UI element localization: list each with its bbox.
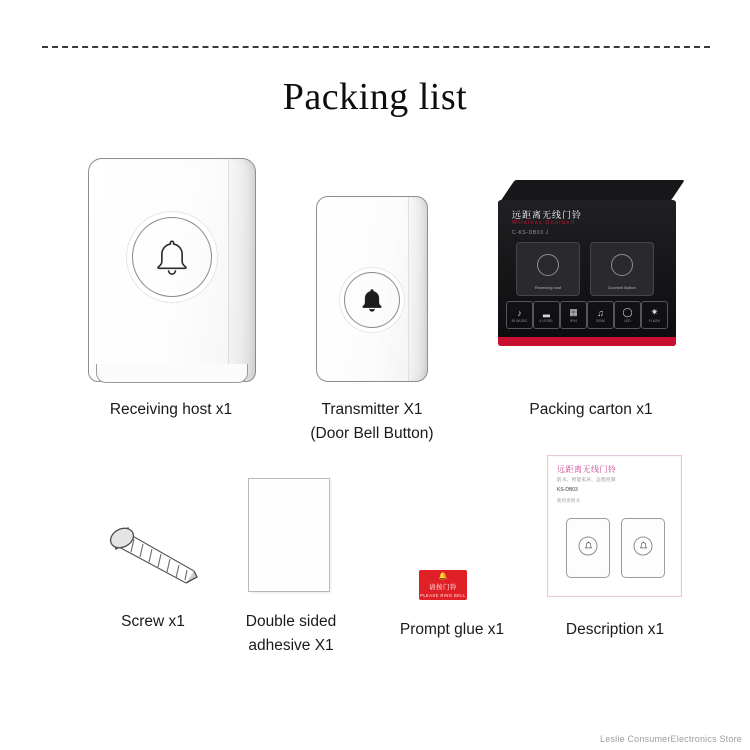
caption-transmitter [266, 398, 478, 446]
carton-title-en: Wireless Doorbell [512, 220, 576, 226]
carton-product-left [516, 242, 580, 296]
carton-feature [641, 301, 668, 329]
bell-icon [579, 536, 598, 555]
bell-icon [344, 272, 400, 328]
double-sided-adhesive-illustration [248, 478, 330, 592]
caption-line-1: Screw x1 [121, 613, 185, 630]
carton-red-strip [498, 337, 676, 346]
dashed-divider [42, 46, 710, 48]
carton-feature-label: 38 MUSIC [511, 318, 528, 323]
packing-carton-illustration [498, 180, 684, 350]
caption-double-sided-adhesive [216, 610, 366, 658]
carton-feature-row [506, 300, 668, 330]
caption-line-1: Packing carton x1 [529, 401, 653, 418]
prompt-glue-text-en: PLEASE RING BELL [420, 592, 466, 598]
transmitter-illustration [316, 196, 428, 382]
caption-line-1: Transmitter X1 [321, 401, 423, 418]
prompt-glue-text-cn: 请按门铃 [429, 583, 457, 591]
carton-feature [614, 301, 641, 329]
caption-line-1: Receiving host x1 [109, 401, 233, 418]
caption-prompt-glue [372, 618, 532, 642]
caption-line-1: Prompt glue x1 [399, 621, 505, 638]
prompt-glue-illustration [419, 570, 467, 600]
volume-icon: ▂ [543, 307, 550, 317]
transmitter-side-edge [408, 197, 427, 381]
caption-packing-carton [486, 398, 696, 422]
caption-line-1: Description x1 [565, 621, 665, 638]
carton-feature [587, 301, 614, 329]
music-icon: ♪ [517, 307, 522, 318]
caption-description [540, 618, 690, 642]
screw-icon [98, 520, 208, 590]
carton-product-left-label: Receiving host [534, 285, 562, 290]
carton-feature-label: LED [624, 319, 631, 323]
led-icon: ◯ [622, 307, 633, 317]
host-side-edge [228, 159, 255, 381]
caption-receiving-host [66, 398, 276, 422]
bell-icon [611, 254, 633, 276]
carton-feature-label: 300M [596, 318, 605, 323]
carton-product-right-label: Doorbell Button [608, 285, 636, 290]
page-title: Packing list [282, 76, 468, 118]
description-manual-label: 使用说明书 [557, 498, 580, 503]
caption-screw [78, 610, 228, 634]
carton-title-cn: 远距离无线门铃 [512, 210, 583, 220]
carton-model: C-KS-DB03 J [512, 230, 549, 236]
carton-feature-label: IP44 [569, 319, 578, 323]
bell-icon [132, 217, 212, 297]
waterproof-icon: ▦ [569, 307, 578, 317]
bell-icon: 🔔 [438, 572, 448, 580]
description-subtitle: 防水、智能家居、远程控制 [557, 477, 616, 482]
description-unit-right [621, 518, 665, 578]
carton-feature [560, 301, 587, 329]
description-sheet-illustration [547, 455, 682, 597]
bell-icon [537, 254, 559, 276]
store-watermark: Leslie ConsumerElectronics Store [600, 734, 742, 744]
description-title: 远距离无线门铃 [557, 465, 617, 474]
screw-illustration [98, 520, 208, 590]
range-icon: ♫ [597, 307, 604, 318]
description-model: KS-DB03 [557, 487, 578, 493]
caption-line-2: adhesive X1 [248, 637, 334, 655]
carton-front-face [498, 200, 676, 346]
flash-icon: ✷ [650, 307, 659, 317]
carton-feature-label: 4 LEVEL [539, 319, 554, 323]
bell-icon [634, 536, 653, 555]
caption-line-2: (Door Bell Button) [310, 425, 434, 443]
carton-feature [533, 301, 560, 329]
carton-feature-label: FLASH [648, 319, 661, 323]
receiving-host-illustration [88, 158, 256, 382]
description-unit-left [566, 518, 610, 578]
carton-product-right [590, 242, 654, 296]
carton-feature [506, 301, 533, 329]
caption-line-1: Double sided [245, 613, 337, 630]
